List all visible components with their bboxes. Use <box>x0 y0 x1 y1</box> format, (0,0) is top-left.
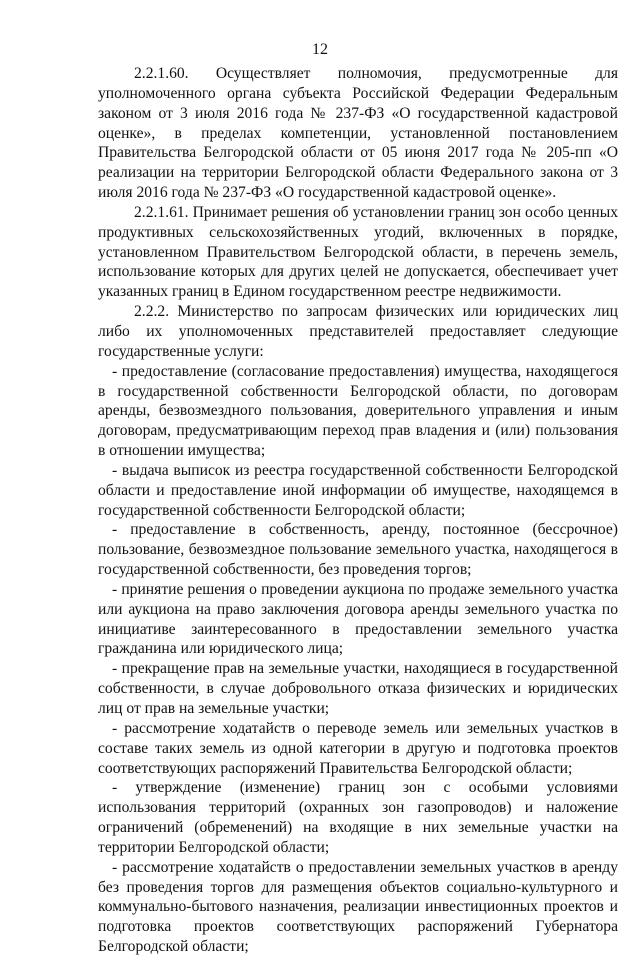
document-body <box>98 64 618 957</box>
paragraph-2-2-1-61: 2.2.1.61. Принимает решения об установлении границ зон особо ценных продуктивных сельскохозяйственных угодий, включенных в порядке, установленном Правительством Белгородской области, в перечень земель, использование которых для других целей не допускается, обеспечивает учет указанных границ в Едином государственном реестре недвижимости. <box>98 203 618 301</box>
list-item: - рассмотрение ходатайств о предоставлении земельных участков в аренду без проведения торгов для размещения объектов социально-культурного и коммунально-бытового назначения, реализации инвестиционных проектов и подготовка проектов соответствующих распоряжений Губернатора Белгородской области; <box>98 858 618 956</box>
list-item: - предоставление (согласование предоставления) имущества, находящегося в государственной собственности Белгородской области, по договорам аренды, безвозмездного пользования, доверительного управления и иным договорам, предусматривающим переход прав владения и (или) пользования в отношении имущества; <box>98 362 618 460</box>
list-item: - утверждение (изменение) границ зон с особыми условиями использования территорий (охранных зон газопроводов) и наложение ограничений (обременений) на входящие в них земельные участки на территории Белгородской области; <box>98 779 618 856</box>
list-item: - предоставление в собственность, аренду, постоянное (бессрочное) пользование, безвозмездное пользование земельного участка, находящегося в государственной собственности, без проведения торгов; <box>98 521 618 579</box>
list-item: - выдача выписок из реестра государственной собственности Белгородской области и предоставление иной информации об имуществе, находящемся в государственной собственности Белгородской области; <box>98 461 618 519</box>
paragraph-2-2-2: 2.2.2. Министерство по запросам физических или юридических лиц либо их уполномоченных представителей предоставляет следующие государственные услуги: <box>98 303 618 360</box>
list-item: - рассмотрение ходатайств о переводе земель или земельных участков в составе таких земель из одной категории в другую и подготовка проектов соответствующих распоряжений Правительства Белгородской области; <box>98 719 618 777</box>
page-number: 12 <box>312 41 328 58</box>
paragraph-2-2-1-60: 2.2.1.60. Осуществляет полномочия, предусмотренные для уполномоченного органа субъекта Российской Федерации Федеральным законом от 3 июля 2016 года № 237-ФЗ «О государственной кадастровой оценке», в пределах компетенции, установленной постановлением Правительства Белгородской области от 05 июня 2017 года № 205-пп «О реализации на территории Белгородской области Федерального закона от 3 июля 2016 года № 237-ФЗ «О государственной кадастровой оценке». <box>98 65 618 202</box>
list-item: - принятие решения о проведении аукциона по продаже земельного участка или аукциона на право заключения договора аренды земельного участка по инициативе заинтересованного в предоставлении земельного участка гражданина или юридического лица; <box>98 580 618 658</box>
list-item: - прекращение прав на земельные участки, находящиеся в государственной собственности, в случае добровольного отказа физических и юридических лиц от прав на земельные участки; <box>98 660 618 717</box>
